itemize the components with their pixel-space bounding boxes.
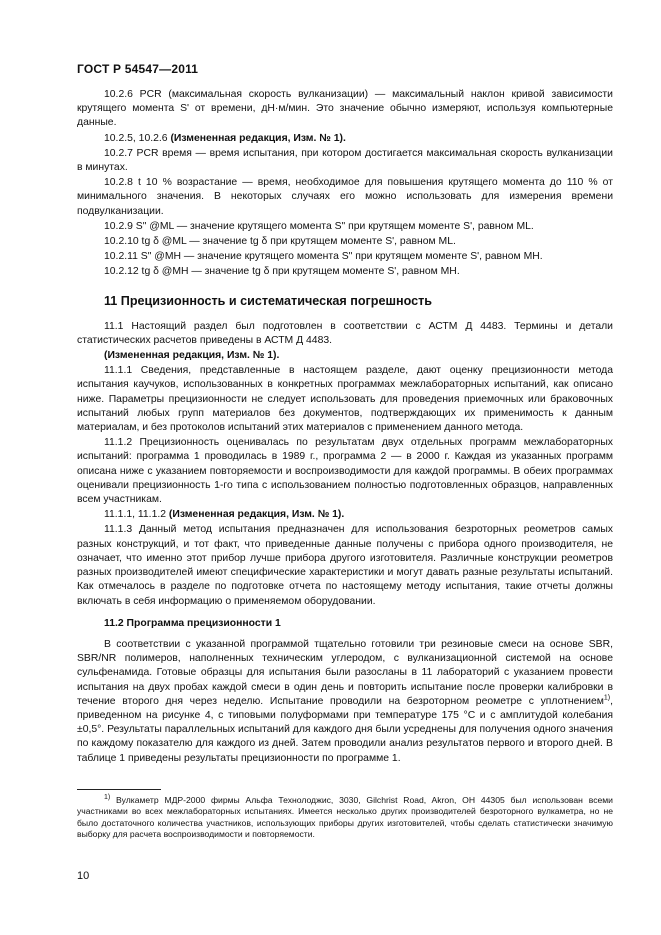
- footnote-marker: 1): [104, 794, 111, 802]
- clause-11-1-3: 11.1.3 Данный метод испытания предназначен для использования безроторных реометров самых разных конструкций, и тот факт, что приведенные данные получены с прибора одного производителя, не означает, что именно этот прибор лучше прибора другого изготовителя. Различные конструкции реометров разных производителей имеют специфические характеристики и могут давать разные результаты испытаний. Как отмечалось в разделе по подготовке отчета по настоящему методу испытания, такие отчеты должны включать в себя информацию о применяемом оборудовании.: [77, 524, 613, 607]
- clause-11-2-text-part2: , приведенном на рисунке 4, с типовыми полуформами при температуре 175 °С и с амплитудой колебания ±0,5°. Результаты параллельных испытаний для каждого дня были усреднены для получения одного значения по каждому показателю для каждого из дней. Затем проводили анализ результатов первого и второго дней. В таблице 1 приведены результаты прецизионности по программе 1.: [77, 695, 613, 764]
- clause-label: 10.2.5, 10.2.6: [104, 132, 168, 144]
- clause-10-2-12: 10.2.12 tg δ @MH — значение tg δ при крутящем моменте S', равном MH.: [104, 266, 460, 278]
- section-11-heading: 11 Прецизионность и систематическая погрешность: [104, 293, 433, 308]
- document-header: ГОСТ Р 54547—2011: [77, 62, 199, 76]
- clause-11-1-2-amendment: [77, 508, 613, 522]
- amendment-note: (Измененная редакция, Изм. № 1).: [168, 509, 345, 521]
- clause-11-1-amendment: (Измененная редакция, Изм. № 1).: [104, 350, 280, 362]
- clause-10-2-5-amendment: [77, 132, 613, 146]
- clause-10-2-8: 10.2.8 t 10 % возрастание — время, необходимое для повышения крутящего момента до 110 % от минимального значения. В некоторых случаях его можно использовать для измерения времени подвулканизации.: [77, 177, 613, 217]
- clause-11-2-text: [77, 638, 613, 766]
- amendment-note: (Измененная редакция, Изм. № 1).: [170, 132, 346, 144]
- clause-11-2-text-part1: В соответствии с указанной программой тщательно готовили три резиновые смеси на основе SBR, SBR/NR полимеров, наполненных техническим углеродом, с вулканизационной системой на основе сульфенамида. Готовые образцы для испытания были разосланы в 11 лабораторий с указанием провести испытания на двух пробах каждой смеси в один день и повторить испытание после проверки калибровки в течение второго дня через неделю. Испытание проводили на безроторном реометре с уплотнением: [77, 638, 613, 707]
- clause-11-1-2: 11.1.2 Прецизионность оценивалась по результатам двух отдельных программ межлабораторных испытаний: программа 1 проводилась в 1989 г., программа 2 — в 2000 г. Каждая из указанных программ описана ниже с указанием повторяемости и воспроизводимости для каждой программы. В обеих программах оценивали прецизионность 1-го типа с использованием полностью подготовленных образцов, направленных всем участникам.: [77, 437, 613, 506]
- page-number: 10: [77, 870, 90, 882]
- clause-11-1-1: 11.1.1 Сведения, представленные в настоящем разделе, дают оценку прецизионности метода испытания каучуков, использованных в конкретных программах межлабораторных испытаний, как описано ниже. Параметры прецизионности не следует использовать для проведения приемочных или браковочных испытаний любых групп материалов без документов, подтверждающих их применимость к данным материалам, и без протоколов испытаний этих материалов с применением данного метода.: [77, 365, 613, 434]
- subsection-11-2-heading: 11.2 Программа прецизионности 1: [104, 617, 281, 629]
- clause-11-1: 11.1 Настоящий раздел был подготовлен в соответствии с АСТМ Д 4483. Термины и детали статистических расчетов приведены в АСТМ Д 4483.: [77, 320, 613, 346]
- footnote-reference: 1): [603, 694, 611, 702]
- clause-10-2-11: 10.2.11 S" @MH — значение крутящего момента S" при крутящем моменте S', равном MH.: [104, 251, 543, 263]
- footnote: [77, 795, 613, 840]
- clause-label: 11.1.1, 11.1.2: [104, 509, 167, 521]
- clause-10-2-9: 10.2.9 S" @ML — значение крутящего момента S" при крутящем моменте S', равном ML.: [104, 220, 534, 232]
- clause-10-2-7: 10.2.7 PCR время — время испытания, при котором достигается максимальная скорость вулканизации в минутах.: [77, 147, 613, 174]
- footnote-1: [77, 795, 613, 840]
- footnote-divider: [77, 789, 161, 790]
- footnote-text: Вулкаметр МДР-2000 фирмы Альфа Технолоджис, 3030, Gilchrist Road, Akron, OH 44305 был использован всеми участниками во всех межлабораторных испытаниях. Имеется несколько других производителей безроторного вулкаметра, но не было достаточного количества участников, использующих приборы других изготовителей, чтобы сделать статистически значимую выборку для расчета воспроизводимости и повторяемости.: [77, 795, 613, 839]
- clause-10-2-6: 10.2.6 PCR (максимальная скорость вулканизации) — максимальный наклон кривой зависимости крутящего момента S' от времени, дН·м/мин. Это значение обычно измеряют, используя компьютерные данные.: [77, 89, 613, 129]
- page-body: [77, 88, 613, 766]
- clause-10-2-10: 10.2.10 tg δ @ML — значение tg δ при крутящем моменте S', равном ML.: [104, 236, 456, 248]
